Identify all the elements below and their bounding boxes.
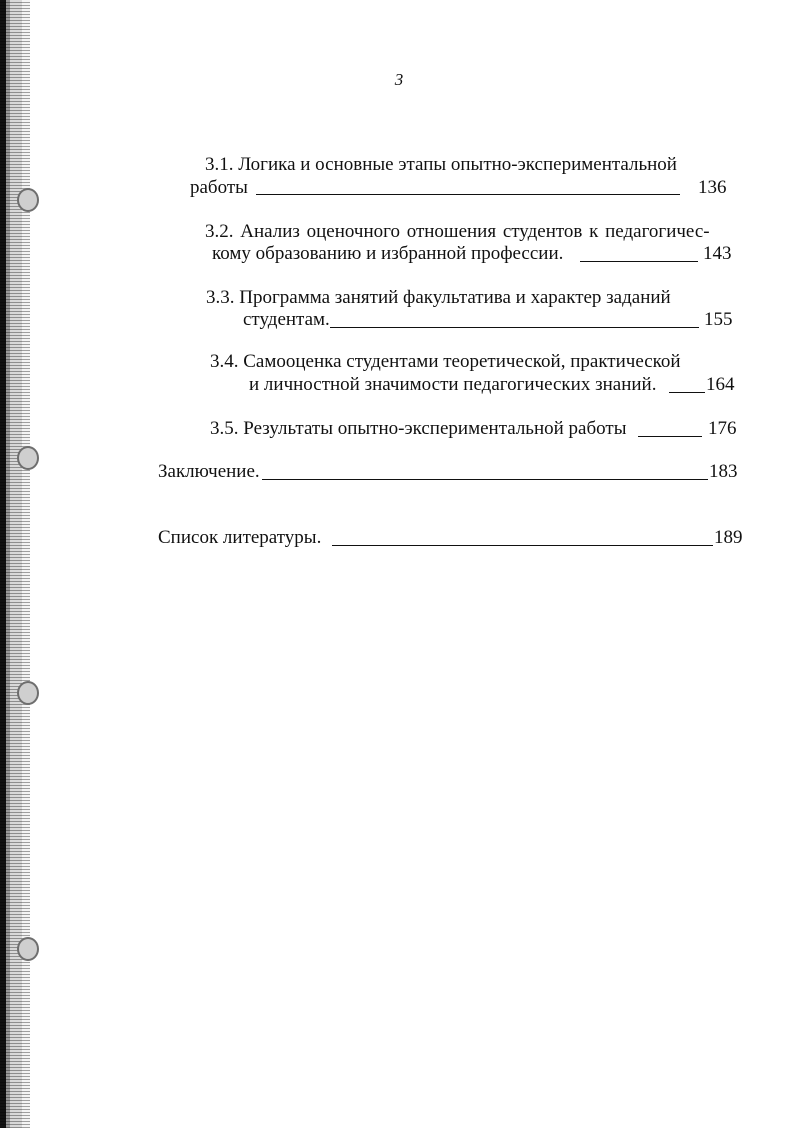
dot-leader	[262, 479, 708, 480]
dot-leader	[580, 261, 698, 262]
toc-entry-title: 3.1. Логика и основные этапы опытно-экспериментальной	[205, 154, 677, 175]
toc-entry-title-cont: и личностной значимости педагогических знаний.	[249, 374, 657, 395]
toc-page-number: 164	[706, 374, 735, 395]
toc-entry-title-cont: студентам.	[243, 309, 330, 330]
toc-page-number: 155	[704, 309, 733, 330]
toc-page-number: 136	[698, 177, 727, 198]
toc-entry-title: Заключение.	[158, 461, 260, 482]
toc-page-number: 143	[703, 243, 732, 264]
dot-leader	[332, 545, 713, 546]
toc-entry-title: 3.2. Анализ оценочного отношения студентов к педагогичес-	[205, 221, 710, 242]
toc-entry-title-cont: кому образованию и избранной профессии.	[212, 243, 564, 264]
dot-leader	[638, 436, 702, 437]
toc-entry-title: 3.3. Программа занятий факультатива и характер заданий	[206, 287, 671, 308]
dot-leader	[330, 327, 699, 328]
toc-entry-title: 3.4. Самооценка студентами теоретической, практической	[210, 351, 681, 372]
page-number: 3	[394, 70, 404, 89]
toc-entry-title: 3.5. Результаты опытно-экспериментальной работы	[210, 418, 627, 439]
toc-page-number: 176	[708, 418, 737, 439]
binder-hole	[17, 188, 39, 212]
dot-leader	[256, 194, 680, 195]
binder-hole	[17, 937, 39, 961]
toc-page-number: 183	[709, 461, 738, 482]
toc-entry-title-cont: работы	[190, 177, 248, 198]
toc-entry-title: Список литературы.	[158, 527, 322, 548]
binder-hole	[17, 681, 39, 705]
binder-hole	[17, 446, 39, 470]
dot-leader	[669, 392, 705, 393]
toc-page-number: 189	[714, 527, 743, 548]
